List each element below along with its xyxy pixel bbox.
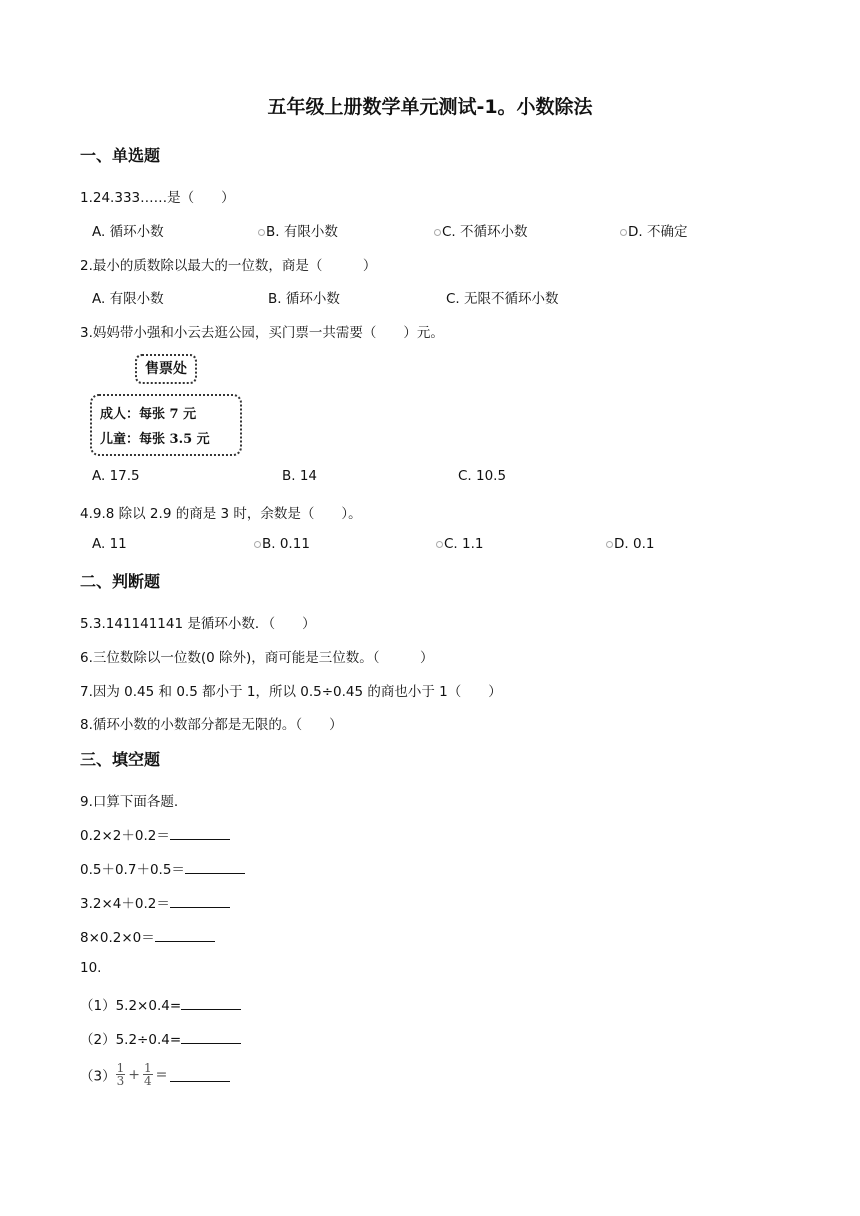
option-marker-icon (254, 541, 261, 548)
question-9-stem: 9.口算下面各题. (80, 794, 179, 810)
q10-item-1: （1）5.2×0.4= (80, 994, 241, 1014)
option-marker-icon (606, 541, 613, 548)
q3-option-b: B. 14 (282, 468, 318, 484)
q10-item-3: （3） $\frac{1}{3}$ + $\frac{1}{4}$ = (80, 1062, 230, 1087)
question-2-stem: 2.最小的质数除以最大的一位数，商是（ ） (80, 258, 377, 274)
question-3-stem: 3.妈妈带小强和小云去逛公园，买门票一共需要（ ）元。 (80, 325, 444, 341)
page-title: 五年级上册数学单元测试-1。小数除法 (267, 96, 593, 118)
section-heading-single-choice: 一、单选题 (80, 146, 161, 165)
q9-item-4: 8×0.2×0＝ (80, 926, 215, 946)
question-1-stem: 1.24.333……是（ ） (80, 190, 235, 206)
q3-option-a: A. 17.5 (92, 468, 140, 484)
ticket-price-image (90, 352, 242, 456)
option-marker-icon (436, 541, 443, 548)
q2-option-a: A. 有限小数 (92, 291, 164, 307)
answer-blank[interactable] (185, 859, 245, 874)
child-price: 儿童：每张 3.5 元 (100, 432, 210, 447)
q4-option-b: B. 0.11 (254, 536, 310, 552)
fraction-one-third: $\frac{1}{3}$ (116, 1061, 125, 1088)
answer-blank[interactable] (181, 995, 241, 1010)
fraction-one-quarter: $\frac{1}{4}$ (143, 1061, 152, 1088)
option-marker-icon (620, 229, 627, 236)
question-4-stem: 4.9.8 除以 2.9 的商是 3 时，余数是（ ）。 (80, 506, 362, 522)
q1-option-b: B. 有限小数 (258, 220, 338, 240)
q2-option-c: C. 无限不循环小数 (446, 291, 559, 307)
adult-price: 成人：每张 7 元 (100, 407, 197, 422)
q9-item-2: 0.5＋0.7＋0.5＝ (80, 858, 245, 878)
q4-option-c: C. 1.1 (436, 536, 483, 552)
q4-option-a: A. 11 (92, 536, 127, 552)
question-8: 8.循环小数的小数部分都是无限的。（ ） (80, 717, 343, 733)
q10-item-2: （2）5.2÷0.4= (80, 1028, 241, 1048)
question-5: 5.3.141141141 是循环小数．（ ） (80, 616, 316, 632)
option-marker-icon (258, 229, 265, 236)
answer-blank[interactable] (155, 927, 215, 942)
q1-option-c: C. 不循环小数 (434, 220, 528, 240)
q4-option-d: D. 0.1 (606, 536, 654, 552)
q1-option-d: D. 不确定 (620, 220, 687, 240)
ticket-price-board (90, 394, 242, 456)
answer-blank[interactable] (170, 893, 230, 908)
question-6: 6.三位数除以一位数(0 除外)，商可能是三位数。（ ） (80, 650, 434, 666)
answer-blank[interactable] (170, 825, 230, 840)
question-10-stem: 10. (80, 960, 102, 976)
answer-blank[interactable] (170, 1067, 230, 1082)
section-heading-true-false: 二、判断题 (80, 572, 161, 591)
option-marker-icon (434, 229, 441, 236)
q9-item-1: 0.2×2＋0.2＝ (80, 824, 230, 844)
section-heading-fill-blank: 三、填空题 (80, 750, 161, 769)
ticket-office-sign: 售票处 (135, 354, 197, 384)
q3-option-c: C. 10.5 (458, 468, 507, 484)
q2-option-b: B. 循环小数 (268, 291, 340, 307)
answer-blank[interactable] (181, 1029, 241, 1044)
q9-item-3: 3.2×4＋0.2＝ (80, 892, 230, 912)
q1-option-a: A. 循环小数 (92, 224, 164, 240)
question-7: 7.因为 0.45 和 0.5 都小于 1，所以 0.5÷0.45 的商也小于 1（ ） (80, 684, 502, 700)
